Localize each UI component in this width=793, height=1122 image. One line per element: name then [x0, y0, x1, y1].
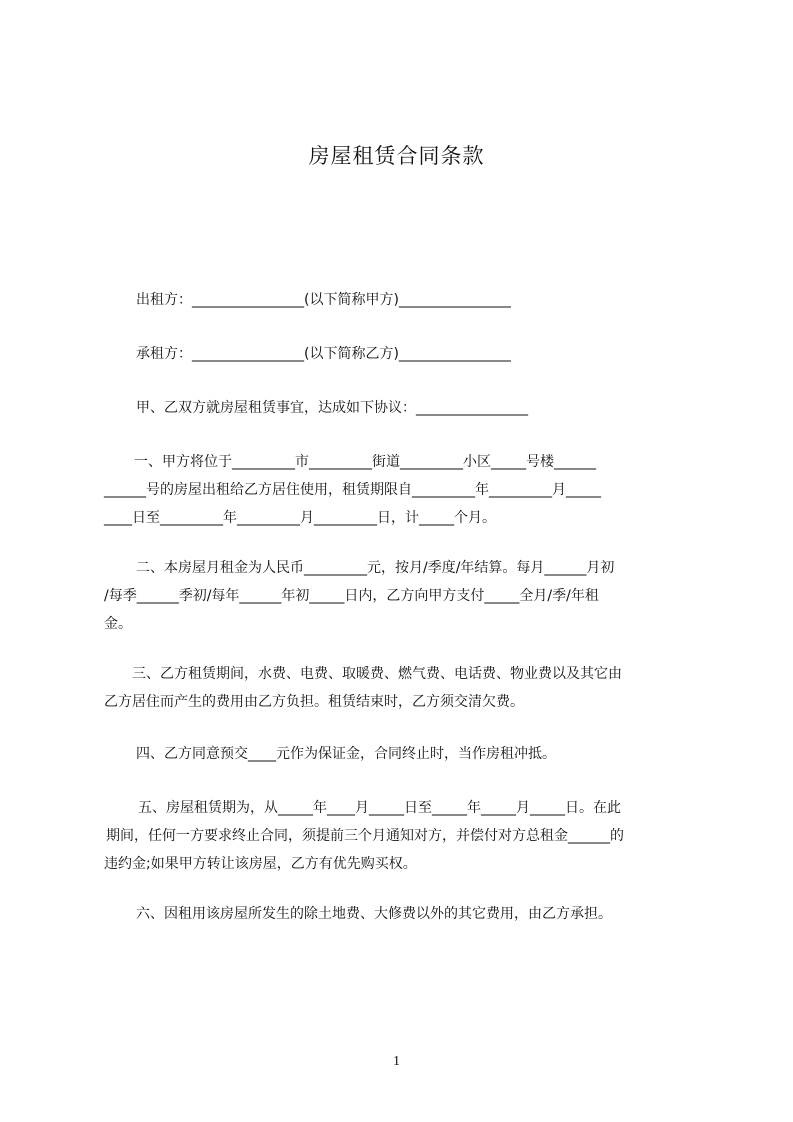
clause-6: 六、因租用该房屋所发生的除土地费、大修费以外的其它费用，由乙方承担。: [136, 906, 612, 922]
agreement-intro: 甲、乙双方就房屋租赁事宜，达成如下协议：________________: [136, 400, 528, 416]
clause-3-line-2: 乙方居住而产生的费用由乙方负担。租赁结束时，乙方须交清欠费。: [104, 694, 524, 710]
clause-2: [104, 554, 696, 638]
clause-1-line-2: ______号的房屋出租给乙方居住使用，租赁期限自_________年_________月_____: [104, 482, 601, 498]
clause-2-line-3: 金。: [104, 616, 132, 632]
clause-1-line-1: 一、甲方将位于_________市_________街道_________小区_____号楼______: [134, 454, 596, 470]
clause-3-line-1: 三、乙方租赁期间，水费、电费、取暖费、燃气费、电话费、物业费以及其它由: [132, 666, 622, 682]
document-title: 房屋租赁合同条款: [308, 144, 485, 168]
lessee-line: 承租方：________________(以下简称乙方)________________: [136, 346, 511, 362]
clause-2-line-1: 二、本房屋月租金为人民币_________元，按月/季度/年结算。每月______月初: [136, 560, 615, 576]
clause-5-line-1: 五、房屋租赁期为，从_____年____月_____日至_____年_____月_____日。在此: [138, 800, 621, 816]
clause-1: [104, 448, 696, 532]
lessor-line: 出租方：________________(以下简称甲方)________________: [136, 292, 511, 308]
page-number: 1: [393, 1054, 400, 1069]
clause-5-line-3: 违约金;如果甲方转让该房屋，乙方有优先购买权。: [104, 856, 417, 872]
clause-5: [104, 794, 696, 878]
clause-5-line-2: 期间，任何一方要求终止合同，须提前三个月通知对方，并偿付对方总租金______的: [106, 828, 624, 844]
clause-2-line-2: /每季______季初/每年______年初_____日内，乙方向甲方支付_____全月/季/年租: [104, 588, 599, 604]
clause-4: 四、乙方同意预交____元作为保证金，合同终止时，当作房租冲抵。: [136, 746, 556, 762]
clause-1-line-3: ____日至_________年_________月_________日，计_____个月。: [104, 510, 496, 526]
clause-3: [104, 660, 696, 716]
